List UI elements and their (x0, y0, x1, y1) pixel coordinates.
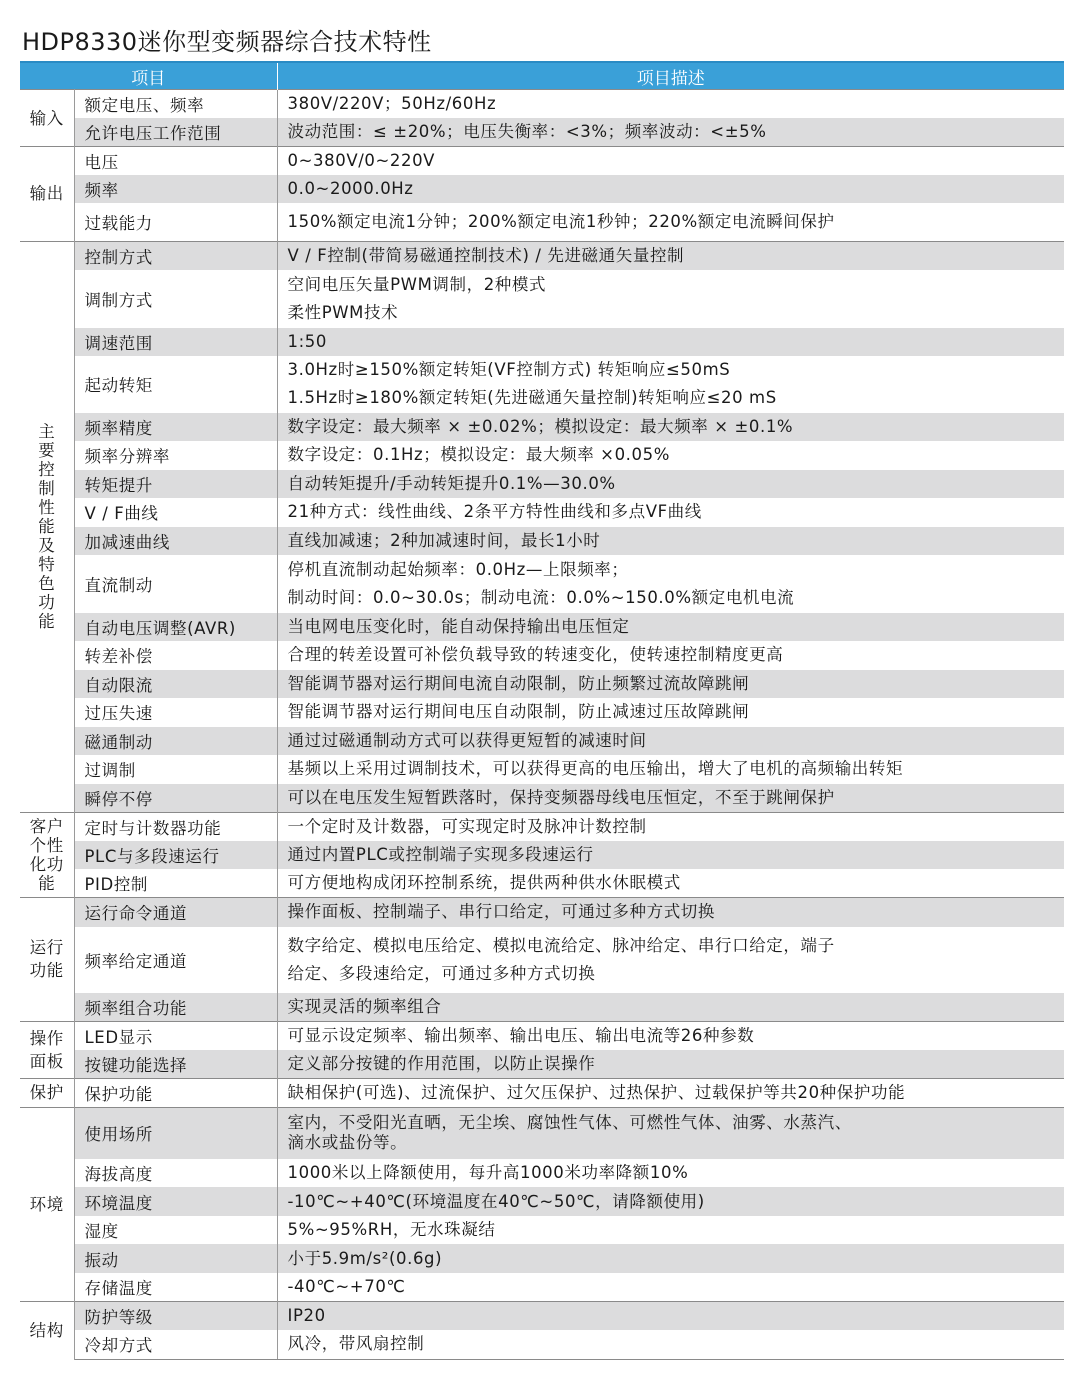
item-cell: 振动 (74, 1244, 277, 1273)
desc-line: 波动范围：≤ ±20%；电压失衡率：<3%；频率波动：<±5% (287, 122, 767, 141)
desc-line: 150%额定电流1分钟；200%额定电流1秒钟；220%额定电流瞬间保护 (287, 211, 835, 231)
desc-cell (277, 1330, 1064, 1359)
table-body (20, 90, 1064, 1360)
header-desc: 项目描述 (277, 62, 1064, 90)
item-cell: 过载能力 (74, 203, 277, 241)
item-cell: 使用场所 (74, 1107, 277, 1159)
item-cell: 加减速曲线 (74, 527, 277, 555)
category-cell: 客户个性化功能 (20, 812, 74, 898)
table-row (20, 613, 1064, 641)
category-cell: 运行功能 (20, 898, 74, 1022)
desc-line: V / F控制(带简易磁通控制技术) / 先进磁通矢量控制 (287, 245, 685, 265)
item-cell: 调速范围 (74, 328, 277, 356)
table-row (20, 118, 1064, 147)
item-cell: 海拔高度 (74, 1159, 277, 1187)
item-cell: 电压 (74, 147, 277, 176)
desc-line: 通过内置PLC或控制端子实现多段速运行 (287, 845, 594, 864)
table-row (20, 527, 1064, 555)
item-cell: 频率分辨率 (74, 441, 277, 470)
desc-cell (277, 1302, 1064, 1331)
desc-line: 实现灵活的频率组合 (287, 996, 442, 1016)
table-row (20, 470, 1064, 498)
table-row (20, 927, 1064, 993)
item-cell: PID控制 (74, 869, 277, 898)
category-cell: 输入 (20, 90, 74, 147)
desc-line: 基频以上采用过调制技术，可以获得更高的电压输出，增大了电机的高频输出转矩 (287, 759, 904, 778)
item-cell: 频率 (74, 175, 277, 203)
desc-cell (277, 1273, 1064, 1302)
desc-cell (277, 898, 1064, 927)
table-row (20, 203, 1064, 241)
item-cell: 频率给定通道 (74, 927, 277, 993)
table-row (20, 90, 1064, 119)
item-cell: 直流制动 (74, 555, 277, 613)
item-cell: 定时与计数器功能 (74, 812, 277, 841)
desc-cell (277, 812, 1064, 841)
table-row (20, 698, 1064, 727)
desc-cell (277, 527, 1064, 555)
page-title: HDP8330迷你型变频器综合技术特性 (22, 28, 432, 56)
desc-line: 停机直流制动起始频率：0.0Hz—上限频率； (287, 559, 629, 579)
table-row (20, 1216, 1064, 1244)
desc-line: 当电网电压变化时，能自动保持输出电压恒定 (287, 616, 630, 636)
desc-line: 可以在电压发生短暂跌落时，保持变频器母线电压恒定，不至于跳闸保护 (287, 787, 835, 807)
table-row (20, 1330, 1064, 1359)
item-cell: 环境温度 (74, 1187, 277, 1216)
desc-line: 1000米以上降额使用，每升高1000米功率降额10% (287, 1163, 689, 1182)
desc-cell (277, 1187, 1064, 1216)
desc-cell (277, 1159, 1064, 1187)
desc-cell (277, 328, 1064, 356)
table-row (20, 727, 1064, 755)
desc-cell (277, 1216, 1064, 1244)
item-cell: 磁通制动 (74, 727, 277, 755)
item-cell: 控制方式 (74, 241, 277, 270)
item-cell: 湿度 (74, 1216, 277, 1244)
desc-cell (277, 413, 1064, 441)
desc-cell (277, 1050, 1064, 1079)
desc-line: 5%~95%RH，无水珠凝结 (287, 1220, 496, 1239)
desc-cell (277, 869, 1064, 898)
table-row (20, 641, 1064, 670)
desc-line: 智能调节器对运行期间电压自动限制，防止减速过压故障跳闸 (287, 702, 750, 721)
item-cell: 防护等级 (74, 1302, 277, 1331)
item-cell: 允许电压工作范围 (74, 118, 277, 147)
desc-line: 数字给定、模拟电压给定、模拟电流给定、脉冲给定、串行口给定，端子 (287, 935, 835, 955)
item-cell: 冷却方式 (74, 1330, 277, 1359)
item-cell: 自动电压调整(AVR) (74, 613, 277, 641)
table-row (20, 270, 1064, 328)
table-row (20, 1021, 1064, 1050)
table-header-row (20, 62, 1064, 90)
category-cell: 输出 (20, 147, 74, 242)
table-row (20, 1187, 1064, 1216)
item-cell: 调制方式 (74, 270, 277, 328)
table-row (20, 993, 1064, 1022)
desc-line: 智能调节器对运行期间电流自动限制，防止频繁过流故障跳闸 (287, 673, 750, 693)
category-cell: 主要控制性能及特色功能 (20, 241, 74, 812)
desc-line: 直线加减速；2种加减速时间，最长1小时 (287, 530, 601, 550)
desc-line: 柔性PWM技术 (287, 302, 399, 322)
table-row (20, 1159, 1064, 1187)
item-cell: 过调制 (74, 755, 277, 784)
item-cell: 自动限流 (74, 670, 277, 698)
desc-line: 可方便地构成闭环控制系统，提供两种供水休眠模式 (287, 873, 681, 892)
desc-line: 合理的转差设置可补偿负载导致的转速变化，使转速控制精度更高 (287, 645, 784, 664)
item-cell: 额定电压、频率 (74, 90, 277, 119)
desc-line: 定义部分按键的作用范围，以防止误操作 (287, 1053, 596, 1073)
desc-line: 0.0~2000.0Hz (287, 179, 414, 198)
header-item: 项目 (20, 62, 277, 90)
desc-cell (277, 1107, 1064, 1159)
desc-line: 室内，不受阳光直晒，无尘埃、腐蚀性气体、可燃性气体、油雾、水蒸汽、 (287, 1113, 852, 1133)
item-cell: 频率精度 (74, 413, 277, 441)
desc-cell (277, 927, 1064, 993)
table-row (20, 413, 1064, 441)
desc-line: 小于5.9m/s²(0.6g) (287, 1248, 443, 1268)
desc-line: -10℃~+40℃(环境温度在40℃~50℃，请降额使用) (287, 1191, 705, 1211)
desc-cell (277, 641, 1064, 670)
desc-cell (277, 175, 1064, 203)
table-row (20, 670, 1064, 698)
desc-cell (277, 841, 1064, 869)
desc-cell (277, 727, 1064, 755)
table-row (20, 1078, 1064, 1107)
spec-table (20, 61, 1064, 1360)
desc-line: 操作面板、控制端子、串行口给定，可通过多种方式切换 (287, 902, 715, 922)
item-cell: V / F曲线 (74, 498, 277, 527)
desc-cell (277, 441, 1064, 470)
desc-cell (277, 555, 1064, 613)
table-row (20, 241, 1064, 270)
table-row (20, 784, 1064, 813)
category-cell: 操作面板 (20, 1021, 74, 1078)
item-cell: 保护功能 (74, 1078, 277, 1107)
desc-line: 380V/220V；50Hz/60Hz (287, 94, 497, 113)
desc-cell (277, 993, 1064, 1022)
item-cell: 运行命令通道 (74, 898, 277, 927)
desc-cell (277, 241, 1064, 270)
item-cell: 频率组合功能 (74, 993, 277, 1022)
desc-line: 21种方式：线性曲线、2条平方特性曲线和多点VF曲线 (287, 502, 702, 521)
desc-line: 风冷，带风扇控制 (287, 1334, 425, 1354)
desc-cell (277, 613, 1064, 641)
desc-line: 制动时间：0.0~30.0s；制动电流：0.0%~150.0%额定电机电流 (287, 587, 795, 607)
desc-cell (277, 147, 1064, 176)
item-cell: 转矩提升 (74, 470, 277, 498)
desc-line: 滴水或盐份等。 (287, 1133, 408, 1153)
table-row (20, 1302, 1064, 1331)
table-row (20, 1107, 1064, 1159)
desc-line: 缺相保护(可选)、过流保护、过欠压保护、过热保护、过载保护等共20种保护功能 (287, 1082, 906, 1102)
table-row (20, 1273, 1064, 1302)
desc-line: 给定、多段速给定，可通过多种方式切换 (287, 963, 596, 983)
item-cell: PLC与多段速运行 (74, 841, 277, 869)
table-row (20, 356, 1064, 413)
table-row (20, 147, 1064, 176)
desc-line: IP20 (287, 1306, 326, 1325)
table-row (20, 498, 1064, 527)
table-row (20, 1244, 1064, 1273)
item-cell: 按键功能选择 (74, 1050, 277, 1079)
item-cell: 转差补偿 (74, 641, 277, 670)
category-cell: 环境 (20, 1107, 74, 1302)
category-cell: 结构 (20, 1302, 74, 1360)
desc-line: 3.0Hz时≥150%额定转矩(VF控制方式) 转矩响应≤50mS (287, 360, 731, 379)
desc-cell (277, 90, 1064, 119)
desc-cell (277, 356, 1064, 413)
table-row (20, 869, 1064, 898)
category-cell: 保护 (20, 1078, 74, 1107)
desc-cell (277, 1244, 1064, 1273)
item-cell: 过压失速 (74, 698, 277, 727)
table-row (20, 1050, 1064, 1079)
table-row (20, 755, 1064, 784)
desc-cell (277, 670, 1064, 698)
desc-cell (277, 470, 1064, 498)
desc-line: -40℃~+70℃ (287, 1277, 406, 1296)
desc-line: 自动转矩提升/手动转矩提升0.1%—30.0% (287, 473, 616, 493)
desc-line: 0~380V/0~220V (287, 151, 436, 170)
desc-line: 1:50 (287, 331, 327, 351)
desc-cell (277, 755, 1064, 784)
table-row (20, 841, 1064, 869)
item-cell: 起动转矩 (74, 356, 277, 413)
desc-cell (277, 270, 1064, 328)
desc-line: 数字设定：最大频率 × ±0.02%；模拟设定：最大频率 × ±0.1% (287, 416, 794, 436)
desc-cell (277, 1078, 1064, 1107)
item-cell: 瞬停不停 (74, 784, 277, 813)
desc-cell (277, 203, 1064, 241)
table-row (20, 328, 1064, 356)
table-row (20, 898, 1064, 927)
table-row (20, 175, 1064, 203)
table-row (20, 555, 1064, 613)
desc-line: 空间电压矢量PWM调制，2种模式 (287, 274, 547, 294)
desc-line: 1.5Hz时≥180%额定转矩(先进磁通矢量控制)转矩响应≤20 mS (287, 388, 777, 407)
desc-cell (277, 498, 1064, 527)
desc-line: 可显示设定频率、输出频率、输出电压、输出电流等26种参数 (287, 1025, 755, 1045)
desc-cell (277, 118, 1064, 147)
desc-cell (277, 698, 1064, 727)
table-row (20, 441, 1064, 470)
item-cell: 存储温度 (74, 1273, 277, 1302)
desc-line: 数字设定：0.1Hz；模拟设定：最大频率 ×0.05% (287, 445, 670, 464)
desc-cell (277, 784, 1064, 813)
desc-line: 一个定时及计数器，可实现定时及脉冲计数控制 (287, 816, 647, 836)
item-cell: LED显示 (74, 1021, 277, 1050)
table-row (20, 812, 1064, 841)
desc-line: 通过过磁通制动方式可以获得更短暂的减速时间 (287, 730, 647, 750)
desc-cell (277, 1021, 1064, 1050)
